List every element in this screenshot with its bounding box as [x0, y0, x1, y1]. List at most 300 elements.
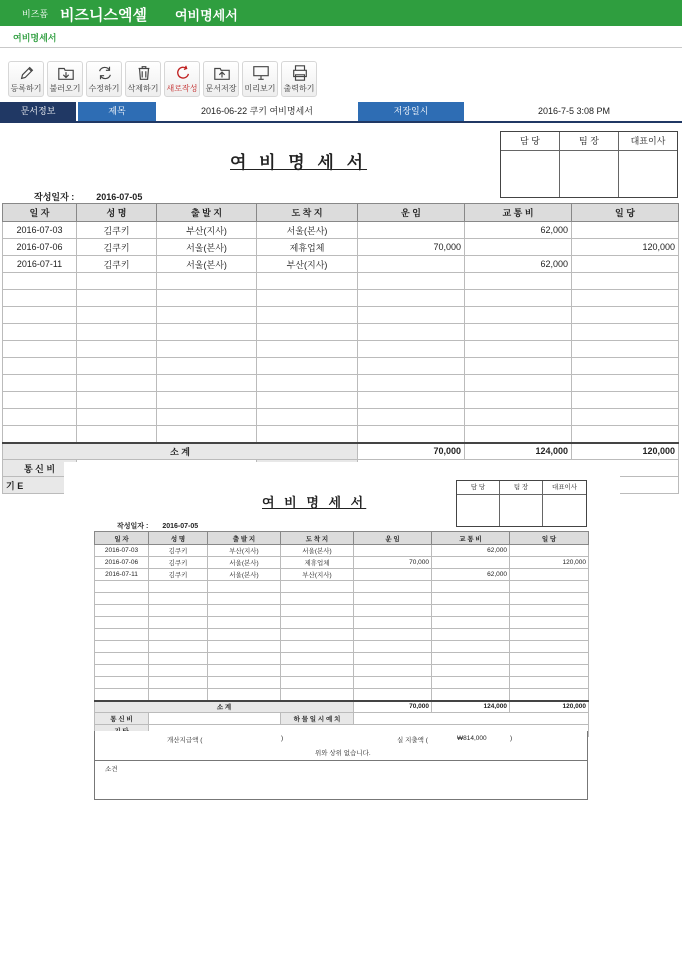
- preview-cell-empty: [281, 641, 354, 653]
- cell-empty[interactable]: [465, 358, 572, 375]
- cell-empty[interactable]: [358, 273, 465, 290]
- approval-header-manager: 담 당: [501, 132, 560, 151]
- cell-empty[interactable]: [3, 273, 77, 290]
- new-document-button-label: 새로작성: [166, 84, 198, 93]
- preview-cell-empty: [149, 581, 208, 593]
- cell-empty[interactable]: [77, 392, 157, 409]
- cell-date[interactable]: 2016-07-03: [3, 222, 77, 239]
- cell-empty[interactable]: [572, 273, 679, 290]
- preview-payment-summary: [94, 731, 588, 761]
- preview-cell-empty: [281, 653, 354, 665]
- edit-button[interactable]: [86, 61, 122, 97]
- preview-written-date: [117, 521, 198, 531]
- preview-cell-departure: 서울(본사): [208, 569, 281, 581]
- cell-empty[interactable]: [157, 375, 257, 392]
- preview-cell-empty: [95, 629, 149, 641]
- cell-arrival[interactable]: 제휴업체: [257, 239, 358, 256]
- cell-name[interactable]: 김쿠키: [77, 239, 157, 256]
- preview-cell-fare: 70,000: [354, 557, 432, 569]
- preview-cell-empty: [149, 665, 208, 677]
- preview-table-row-empty: [95, 581, 589, 593]
- preview-cell-empty: [354, 581, 432, 593]
- preview-table-row-empty: [95, 641, 589, 653]
- approval-sign-manager[interactable]: [501, 151, 560, 197]
- cell-empty[interactable]: [257, 290, 358, 307]
- preview-cell-empty: [432, 617, 510, 629]
- preview-table-row-empty: [95, 665, 589, 677]
- preview-table-row: [95, 557, 589, 569]
- preview-cell-empty: [510, 677, 589, 689]
- register-button[interactable]: [8, 61, 44, 97]
- preview-expense-table: [94, 531, 589, 737]
- cell-empty[interactable]: [77, 307, 157, 324]
- brand-logo-text: 비즈니스엑셀: [60, 7, 147, 24]
- cell-empty[interactable]: [465, 409, 572, 426]
- folder-upload-icon: [213, 64, 231, 82]
- cell-empty[interactable]: [3, 375, 77, 392]
- load-button[interactable]: [47, 61, 83, 97]
- cell-empty[interactable]: [257, 324, 358, 341]
- table-row-empty: [3, 375, 679, 392]
- preview-table-row: [95, 545, 589, 557]
- delete-button-label: 삭제하기: [127, 84, 159, 93]
- cell-empty[interactable]: [465, 375, 572, 392]
- preview-cell-fare: [354, 545, 432, 557]
- preview-cell-empty: [149, 629, 208, 641]
- table-row-empty: [3, 324, 679, 341]
- subject-value[interactable]: 2016-06-22 쿠키 여비명세서: [201, 106, 313, 116]
- table-row-empty: [3, 358, 679, 375]
- table-header-row: [3, 204, 679, 222]
- preview-cell-empty: [510, 605, 589, 617]
- preview-cell-empty: [208, 677, 281, 689]
- preview-col-header-name: 성 명: [149, 532, 208, 545]
- preview-written-date-label: 작성일자 :: [117, 523, 149, 530]
- preview-cell-empty: [149, 641, 208, 653]
- preview-remarks-box: [94, 761, 588, 800]
- preview-cell-empty: [354, 629, 432, 641]
- preview-cell-name: 김쿠키: [149, 569, 208, 581]
- cell-fare[interactable]: 70,000: [358, 239, 465, 256]
- preview-cell-empty: [281, 617, 354, 629]
- delete-button[interactable]: [125, 61, 161, 97]
- preview-table-row-empty: [95, 677, 589, 689]
- preview-approval-header-manager: 담 당: [457, 481, 500, 495]
- cell-empty[interactable]: [257, 358, 358, 375]
- preview-remarks-label: 소견: [105, 766, 118, 773]
- preview-cell-empty: [510, 629, 589, 641]
- preview-written-date-value: 2016-07-05: [162, 523, 199, 530]
- preview-cell-empty: [95, 653, 149, 665]
- approval-sign-ceo[interactable]: [619, 151, 677, 197]
- preview-cell-name: 김쿠키: [149, 557, 208, 569]
- preview-cell-empty: [432, 605, 510, 617]
- preview-cell-empty: [510, 653, 589, 665]
- preview-cell-empty: [432, 689, 510, 701]
- table-row-empty: [3, 392, 679, 409]
- cell-empty[interactable]: [257, 426, 358, 443]
- table-row: [3, 222, 679, 239]
- preview-cell-arrival: 부산(지사): [281, 569, 354, 581]
- cell-empty[interactable]: [77, 290, 157, 307]
- preview-cell-empty: [510, 665, 589, 677]
- cell-empty[interactable]: [257, 409, 358, 426]
- col-header-fare: 운 임: [358, 204, 465, 222]
- subnav-current-tab[interactable]: 여비명세서: [13, 33, 57, 43]
- preview-cell-name: 김쿠키: [149, 545, 208, 557]
- preview-cell-arrival: 제휴업체: [281, 557, 354, 569]
- preview-cell-empty: [95, 665, 149, 677]
- cell-empty[interactable]: [157, 358, 257, 375]
- communication-label: 통 신 비: [3, 460, 77, 477]
- col-header-daily: 일 당: [572, 204, 679, 222]
- preview-cell-departure: 부산(지사): [208, 545, 281, 557]
- preview-estimated-payment-label: 개산지급액 (: [167, 737, 203, 744]
- preview-col-header-arrival: 도 착 지: [281, 532, 354, 545]
- cell-empty[interactable]: [358, 307, 465, 324]
- cell-empty[interactable]: [257, 341, 358, 358]
- save-document-button-label: 문서저장: [205, 84, 237, 93]
- preview-cell-empty: [510, 689, 589, 701]
- cell-empty[interactable]: [3, 307, 77, 324]
- preview-subtotal-label: 소 계: [95, 701, 354, 713]
- preview-subtotal-row: [95, 701, 589, 713]
- cell-empty[interactable]: [572, 375, 679, 392]
- other-label: 기 E: [3, 477, 77, 494]
- cell-empty[interactable]: [572, 341, 679, 358]
- table-row-empty: [3, 426, 679, 443]
- written-date-label: 작성일자 :: [34, 192, 75, 202]
- cell-empty[interactable]: [358, 392, 465, 409]
- cell-empty[interactable]: [358, 324, 465, 341]
- preview-table-row-empty: [95, 689, 589, 701]
- table-row-empty: [3, 409, 679, 426]
- cell-empty[interactable]: [465, 426, 572, 443]
- cell-empty[interactable]: [157, 409, 257, 426]
- preview-cell-daily: 120,000: [510, 557, 589, 569]
- cell-fare[interactable]: [358, 256, 465, 273]
- written-date: [34, 190, 142, 203]
- cell-empty[interactable]: [572, 290, 679, 307]
- approval-header-ceo: 대표이사: [619, 132, 677, 151]
- preview-cell-empty: [281, 593, 354, 605]
- cell-empty[interactable]: [77, 375, 157, 392]
- col-header-transport: 교 통 비: [465, 204, 572, 222]
- brand-small-label: 비즈폼: [22, 9, 49, 19]
- preview-cell-empty: [208, 593, 281, 605]
- cell-transport[interactable]: [465, 239, 572, 256]
- subtotal-label: 소 계: [3, 443, 358, 460]
- preview-cell-empty: [149, 605, 208, 617]
- cell-empty[interactable]: [358, 426, 465, 443]
- preview-cell-empty: [95, 689, 149, 701]
- cell-empty[interactable]: [257, 273, 358, 290]
- document-title: 여 비 명 세 서: [230, 153, 368, 172]
- cell-empty[interactable]: [257, 307, 358, 324]
- cell-empty[interactable]: [3, 409, 77, 426]
- new-document-button[interactable]: [164, 61, 200, 97]
- col-header-arrival: 도 착 지: [257, 204, 358, 222]
- preview-cell-empty: [432, 593, 510, 605]
- cell-empty[interactable]: [572, 358, 679, 375]
- preview-cell-empty: [95, 581, 149, 593]
- cell-empty[interactable]: [3, 290, 77, 307]
- preview-table-header-row: [95, 532, 589, 545]
- cell-daily[interactable]: 120,000: [572, 239, 679, 256]
- preview-cell-empty: [281, 689, 354, 701]
- cell-empty[interactable]: [157, 324, 257, 341]
- save-document-button[interactable]: [203, 61, 239, 97]
- preview-approval-header-ceo: 대표이사: [543, 481, 586, 495]
- cell-empty[interactable]: [77, 409, 157, 426]
- cell-empty[interactable]: [257, 392, 358, 409]
- cell-empty[interactable]: [157, 273, 257, 290]
- cell-empty[interactable]: [3, 358, 77, 375]
- cell-empty[interactable]: [358, 358, 465, 375]
- approval-box: [500, 131, 678, 198]
- subtotal-daily: 120,000: [572, 443, 679, 460]
- preview-cell-empty: [281, 581, 354, 593]
- cell-empty[interactable]: [465, 341, 572, 358]
- cell-empty[interactable]: [77, 358, 157, 375]
- preview-cell-empty: [95, 605, 149, 617]
- preview-cell-empty: [208, 665, 281, 677]
- cell-empty[interactable]: [77, 273, 157, 290]
- preview-actual-expense-close: ): [510, 735, 513, 742]
- preview-cell-transport: 62,000: [432, 545, 510, 557]
- register-button-label: 등록하기: [10, 84, 42, 93]
- col-header-date: 일 자: [3, 204, 77, 222]
- preview-cell-empty: [149, 653, 208, 665]
- cell-transport[interactable]: 62,000: [465, 222, 572, 239]
- preview-table-row-empty: [95, 593, 589, 605]
- preview-cell-empty: [95, 593, 149, 605]
- cell-departure[interactable]: 서울(본사): [157, 239, 257, 256]
- preview-confirm-text: 위와 상위 없습니다.: [315, 750, 371, 757]
- cell-empty[interactable]: [157, 392, 257, 409]
- preview-subtotal-daily: 120,000: [510, 701, 589, 713]
- cell-empty[interactable]: [157, 307, 257, 324]
- preview-cell-empty: [281, 605, 354, 617]
- preview-approval-header-team-lead: 팀 장: [500, 481, 543, 495]
- preview-approval-sign-manager: [457, 495, 500, 526]
- preview-cell-empty: [149, 593, 208, 605]
- preview-table-row-empty: [95, 605, 589, 617]
- cell-empty[interactable]: [77, 324, 157, 341]
- cell-empty[interactable]: [157, 341, 257, 358]
- cell-name[interactable]: 김쿠키: [77, 222, 157, 239]
- cell-empty[interactable]: [3, 426, 77, 443]
- preview-subtotal-fare: 70,000: [354, 701, 432, 713]
- preview-cell-empty: [281, 629, 354, 641]
- edit-button-label: 수정하기: [88, 84, 120, 93]
- preview-cell-empty: [281, 665, 354, 677]
- written-date-value[interactable]: 2016-07-05: [96, 192, 143, 202]
- cell-fare[interactable]: [358, 222, 465, 239]
- cell-daily[interactable]: [572, 222, 679, 239]
- expense-table: [2, 203, 679, 494]
- cell-empty[interactable]: [358, 290, 465, 307]
- preview-cell-empty: [354, 653, 432, 665]
- preview-cell-empty: [95, 677, 149, 689]
- monitor-icon: [252, 64, 270, 82]
- preview-document-title: 여 비 명 세 서: [262, 495, 367, 510]
- preview-cell-empty: [208, 629, 281, 641]
- cell-empty[interactable]: [358, 375, 465, 392]
- sub-navigation: [0, 26, 682, 48]
- table-row-empty: [3, 307, 679, 324]
- preview-cell-empty: [208, 581, 281, 593]
- preview-table-row: [95, 569, 589, 581]
- preview-actual-expense-value: ₩814,000: [457, 735, 487, 742]
- cell-daily[interactable]: [572, 256, 679, 273]
- cell-empty[interactable]: [465, 324, 572, 341]
- approval-header-team-lead: 팀 장: [560, 132, 619, 151]
- preview-col-header-daily: 일 당: [510, 532, 589, 545]
- preview-lodging-value: [354, 713, 589, 725]
- subject-label: 제목: [78, 102, 156, 121]
- cell-date[interactable]: 2016-07-11: [3, 256, 77, 273]
- preview-subtotal-transport: 124,000: [432, 701, 510, 713]
- preview-cell-transport: 62,000: [432, 569, 510, 581]
- doc-info-label: 문서정보: [0, 102, 76, 121]
- cell-empty[interactable]: [3, 341, 77, 358]
- preview-cell-empty: [354, 605, 432, 617]
- preview-communication-row: [95, 713, 589, 725]
- cell-departure[interactable]: 부산(지사): [157, 222, 257, 239]
- preview-table-row-empty: [95, 653, 589, 665]
- cell-arrival[interactable]: 부산(지사): [257, 256, 358, 273]
- cell-empty[interactable]: [572, 409, 679, 426]
- cell-empty[interactable]: [572, 324, 679, 341]
- preview-table-row-empty: [95, 617, 589, 629]
- preview-cell-empty: [510, 641, 589, 653]
- preview-cell-daily: [510, 545, 589, 557]
- print-button[interactable]: [281, 61, 317, 97]
- subtotal-row: [3, 443, 679, 460]
- cell-arrival[interactable]: 서울(본사): [257, 222, 358, 239]
- preview-cell-empty: [208, 653, 281, 665]
- new-document-icon: [174, 64, 192, 82]
- preview-cell-empty: [354, 677, 432, 689]
- preview-cell-empty: [149, 677, 208, 689]
- preview-col-header-transport: 교 통 비: [432, 532, 510, 545]
- preview-cell-empty: [432, 641, 510, 653]
- app-header: [0, 0, 682, 26]
- printer-icon: [291, 64, 309, 82]
- preview-cell-empty: [510, 617, 589, 629]
- table-row: [3, 256, 679, 273]
- cell-empty[interactable]: [77, 341, 157, 358]
- preview-cell-arrival: 서울(본사): [281, 545, 354, 557]
- preview-cell-transport: [432, 557, 510, 569]
- preview-cell-empty: [149, 617, 208, 629]
- folder-download-icon: [57, 64, 75, 82]
- preview-cell-date: 2016-07-03: [95, 545, 149, 557]
- document-info-bar: [0, 102, 682, 121]
- cell-empty[interactable]: [358, 341, 465, 358]
- load-button-label: 불러오기: [49, 84, 81, 93]
- cell-empty[interactable]: [465, 273, 572, 290]
- preview-col-header-departure: 출 발 지: [208, 532, 281, 545]
- preview-cell-empty: [354, 641, 432, 653]
- preview-button-label: 미리보기: [244, 84, 276, 93]
- cell-departure[interactable]: 서울(본사): [157, 256, 257, 273]
- table-row-empty: [3, 341, 679, 358]
- cell-empty[interactable]: [572, 426, 679, 443]
- preview-lodging-label: 하 물 일 시 예 치: [281, 713, 354, 725]
- preview-approval-sign-ceo: [543, 495, 586, 526]
- cell-empty[interactable]: [257, 375, 358, 392]
- preview-approval-sign-team-lead: [500, 495, 543, 526]
- preview-cell-empty: [208, 689, 281, 701]
- preview-cell-daily: [510, 569, 589, 581]
- preview-actual-expense-label: 실 지출액 (: [397, 737, 428, 744]
- preview-cell-empty: [95, 641, 149, 653]
- preview-cell-empty: [510, 593, 589, 605]
- preview-cell-empty: [208, 641, 281, 653]
- cell-empty[interactable]: [465, 307, 572, 324]
- table-row: [3, 239, 679, 256]
- preview-communication-label: 통 신 비: [95, 713, 149, 725]
- preview-cell-empty: [354, 617, 432, 629]
- print-button-label: 출력하기: [283, 84, 315, 93]
- subtotal-transport: 124,000: [465, 443, 572, 460]
- col-header-name: 성 명: [77, 204, 157, 222]
- preview-button[interactable]: [242, 61, 278, 97]
- cell-empty[interactable]: [358, 409, 465, 426]
- cell-empty[interactable]: [157, 426, 257, 443]
- preview-cell-fare: [354, 569, 432, 581]
- preview-cell-empty: [432, 653, 510, 665]
- preview-cell-empty: [354, 689, 432, 701]
- preview-approval-box: [456, 480, 587, 527]
- cell-empty[interactable]: [572, 307, 679, 324]
- preview-cell-date: 2016-07-06: [95, 557, 149, 569]
- cell-empty[interactable]: [157, 290, 257, 307]
- preview-cell-empty: [354, 665, 432, 677]
- cell-name[interactable]: 김쿠키: [77, 256, 157, 273]
- cell-empty[interactable]: [465, 290, 572, 307]
- preview-cell-empty: [208, 617, 281, 629]
- preview-col-header-date: 일 자: [95, 532, 149, 545]
- cell-empty[interactable]: [77, 426, 157, 443]
- refresh-icon: [96, 64, 114, 82]
- cell-transport[interactable]: 62,000: [465, 256, 572, 273]
- cell-empty[interactable]: [465, 392, 572, 409]
- saved-time-value: 2016-7-5 3:08 PM: [537, 106, 611, 116]
- infobar-divider: [0, 121, 682, 123]
- preview-cell-date: 2016-07-11: [95, 569, 149, 581]
- cell-empty[interactable]: [3, 324, 77, 341]
- preview-cell-empty: [149, 689, 208, 701]
- preview-cell-empty: [432, 677, 510, 689]
- cell-empty[interactable]: [572, 392, 679, 409]
- subtotal-fare: 70,000: [358, 443, 465, 460]
- preview-cell-empty: [432, 581, 510, 593]
- preview-cell-empty: [354, 593, 432, 605]
- cell-date[interactable]: 2016-07-06: [3, 239, 77, 256]
- approval-sign-team-lead[interactable]: [560, 151, 619, 197]
- trash-icon: [135, 64, 153, 82]
- preview-estimated-payment-close: ): [281, 735, 284, 742]
- table-row-empty: [3, 273, 679, 290]
- preview-communication-value: [149, 713, 281, 725]
- cell-empty[interactable]: [3, 392, 77, 409]
- preview-cell-empty: [95, 617, 149, 629]
- preview-cell-empty: [510, 581, 589, 593]
- preview-cell-empty: [208, 605, 281, 617]
